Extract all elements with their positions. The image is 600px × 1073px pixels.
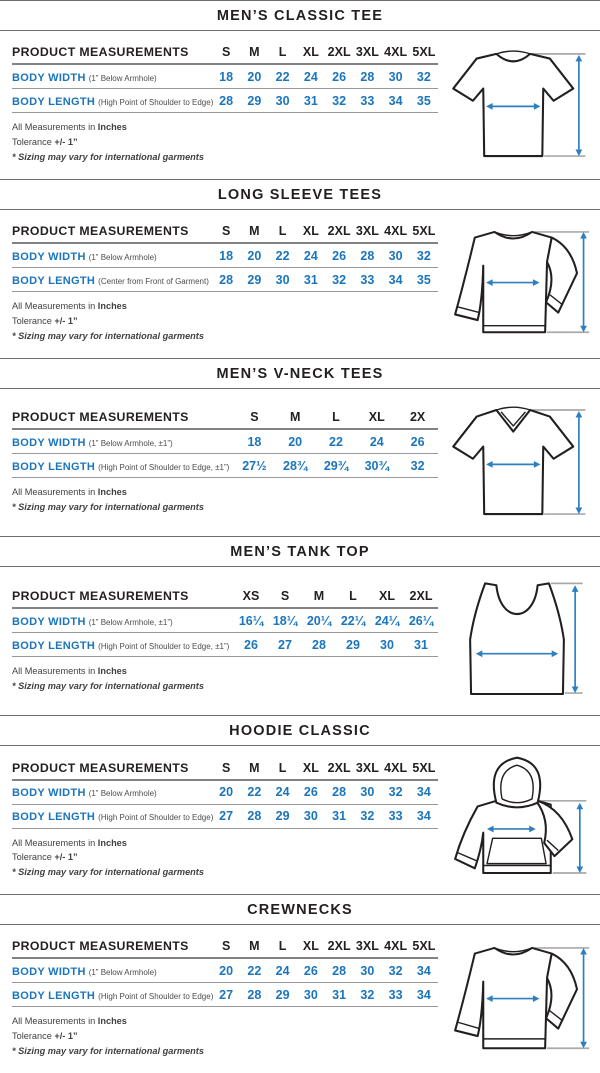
measurements-table [12,939,438,1007]
notes-block [12,299,438,343]
measurement-row [12,633,438,657]
measurement-value: 30 [353,780,381,805]
measurement-row-note: (1” Below Armhole) [88,967,157,977]
measurements-units-note [12,1014,438,1029]
size-column-header: M [275,410,316,429]
measurements-column [12,410,442,514]
measurements-header-row [12,589,438,608]
measurement-row-label-cell [12,983,212,1007]
measurement-row-label-cell [12,608,234,633]
product-measurements-header: PRODUCT MEASUREMENTS [12,589,234,608]
measurement-row [12,958,438,983]
size-column-header: XL [297,761,325,780]
size-column-header: 4XL [382,224,410,243]
measurement-row [12,780,438,805]
measurement-value: 24¼ [370,608,404,633]
measurement-value: 28 [240,804,268,828]
section-title-bar [0,715,600,746]
measurement-row-label-cell [12,268,212,292]
measurement-value: 18¼ [268,608,302,633]
section-content [0,210,600,358]
hoodie-outline [455,801,551,873]
measurement-value: 24 [356,429,397,454]
measurements-units-note [12,836,438,851]
measurement-row-note: (High Point of Shoulder to Edge, ±1”) [98,641,230,651]
long-sleeve-tee-outline [546,238,577,313]
units-note-text: All Measurements in [12,487,98,498]
measurement-value: 28 [240,983,268,1007]
measurement-row [12,804,438,828]
measurement-value: 30¾ [356,454,397,478]
measurements-units-note [12,120,438,135]
measurement-value: 33 [353,89,381,113]
measurement-value: 28¾ [275,454,316,478]
measurements-header-row [12,224,438,243]
size-column-header: XL [297,224,325,243]
notes-block [12,836,438,880]
size-column-header: 5XL [410,761,438,780]
measurement-row-note: (1” Below Armhole) [88,789,157,799]
crewneck-outline [546,953,577,1028]
size-column-header: 2XL [325,761,353,780]
product-measurements-header: PRODUCT MEASUREMENTS [12,224,212,243]
product-measurements-header: PRODUCT MEASUREMENTS [12,45,212,64]
measurement-value: 22 [240,958,268,983]
size-column-header: XL [297,45,325,64]
units-note-bold: Inches [97,301,127,312]
v-neck-tee-detail-line [496,407,530,410]
size-column-header: 3XL [353,224,381,243]
sizing-disclaimer-note: * Sizing may vary for international garments [12,680,204,691]
size-column-header: L [269,761,297,780]
section-title-bar [0,358,600,389]
measurement-row [12,454,438,478]
measurement-row-label-cell [12,804,212,828]
measurement-row-note: (High Point of Shoulder to Edge, ±1”) [98,462,230,472]
measurement-value: 26 [325,64,353,89]
section-content [0,31,600,179]
measurement-value: 27 [212,983,240,1007]
measurement-value: 30 [382,243,410,268]
sizing-disclaimer-note: * Sizing may vary for international garments [12,502,204,513]
measurements-table [12,589,438,657]
measurement-value: 34 [410,958,438,983]
tank-top-diagram [442,571,592,712]
measurement-value: 18 [234,429,275,454]
classic-tee-diagram [442,34,592,175]
size-column-header: XL [297,939,325,958]
measurement-value: 29 [269,983,297,1007]
measurement-value: 24 [269,958,297,983]
measurement-value: 26 [397,429,438,454]
measurement-value: 31 [325,804,353,828]
v-neck-tee-diagram [442,392,592,533]
measurement-row-note: (1” Below Armhole) [88,252,157,262]
measurements-header-row [12,761,438,780]
measurement-value: 22 [316,429,357,454]
hoodie-diagram [442,750,592,891]
tolerance-note-bold: +/- 1” [54,315,78,326]
units-note-text: All Measurements in [12,122,98,133]
measurement-value: 31 [297,89,325,113]
size-column-header: 2X [397,410,438,429]
measurement-value: 22 [269,64,297,89]
measurement-row-label: BODY WIDTH [12,615,86,628]
measurement-value: 31 [297,268,325,292]
measurement-row-label: BODY LENGTH [12,639,96,652]
body-length-arrow [576,411,583,514]
measurements-table [12,410,438,478]
measurement-value: 32 [353,983,381,1007]
measurement-value: 24 [269,780,297,805]
measurement-row [12,429,438,454]
measurement-row-label: BODY LENGTH [12,811,96,824]
measurement-value: 28 [302,633,336,657]
measurement-value: 32 [353,804,381,828]
size-column-header: 5XL [410,939,438,958]
measurement-value: 20 [275,429,316,454]
size-column-header: 2XL [325,939,353,958]
notes-block [12,664,438,693]
size-column-header: S [212,761,240,780]
measurement-value: 27½ [234,454,275,478]
measurement-value: 30 [370,633,404,657]
size-column-header: M [240,45,268,64]
size-column-header: XS [234,589,268,608]
measurement-row-note: (Center from Front of Garment) [98,276,209,286]
measurement-row-note: (1” Below Armhole, ±1”) [88,617,173,627]
measurement-value: 34 [382,89,410,113]
measurement-row-label: BODY WIDTH [12,787,86,800]
section-content [0,746,600,894]
measurement-row-label: BODY LENGTH [12,989,96,1002]
product-measurements-header: PRODUCT MEASUREMENTS [12,410,234,429]
section-title-bar [0,0,600,31]
measurement-value: 20¼ [302,608,336,633]
size-column-header: 2XL [325,224,353,243]
notes-block [12,1014,438,1058]
measurement-row-label-cell [12,958,212,983]
measurement-row-label-cell [12,429,234,454]
measurements-units-note [12,664,438,679]
measurement-value: 27 [268,633,302,657]
measurement-value: 31 [325,983,353,1007]
size-column-header: 4XL [382,939,410,958]
measurement-row [12,64,438,89]
measurement-row-label-cell [12,780,212,805]
measurements-table [12,224,438,292]
measurement-row-note: (1” Below Armhole) [88,73,157,83]
product-measurements-header: PRODUCT MEASUREMENTS [12,761,212,780]
measurement-row-label-cell [12,64,212,89]
sizing-disclaimer-note: * Sizing may vary for international garments [12,867,204,878]
size-column-header: S [212,224,240,243]
size-column-header: S [212,45,240,64]
measurement-value: 20 [212,958,240,983]
measurement-row-label-cell [12,89,212,113]
units-note-text: All Measurements in [12,666,98,677]
measurement-value: 30 [382,64,410,89]
section-mens-tank-top [0,536,600,715]
section-title: CREWNECKS [247,902,353,919]
measurement-value: 20 [212,780,240,805]
units-note-text: All Measurements in [12,837,98,848]
units-note-bold: Inches [97,122,127,133]
measurements-column [12,939,442,1058]
measurement-row-note: (High Point of Shoulder to Edge) [98,97,214,107]
measurement-value: 33 [353,268,381,292]
measurements-table [12,761,438,829]
section-crewnecks [0,894,600,1073]
measurement-row-label-cell [12,454,234,478]
section-title: HOODIE CLASSIC [229,723,371,740]
measurements-header-row [12,939,438,958]
measurement-value: 26 [297,958,325,983]
measurement-value: 31 [404,633,438,657]
section-content [0,925,600,1073]
measurement-value: 32 [410,64,438,89]
notes-block [12,485,438,514]
size-column-header: 4XL [382,761,410,780]
measurement-value: 29 [336,633,370,657]
measurement-row-label: BODY LENGTH [12,95,96,108]
size-column-header: M [240,761,268,780]
measurement-value: 33 [382,804,410,828]
section-title-bar [0,179,600,210]
size-column-header: XL [370,589,404,608]
section-hoodie-classic [0,715,600,894]
measurements-column [12,589,442,693]
size-column-header: M [240,939,268,958]
measurement-value: 32 [325,268,353,292]
measurement-value: 29 [240,89,268,113]
measurements-column [12,45,442,164]
body-length-arrow [576,802,583,872]
measurement-value: 26 [297,780,325,805]
measurement-value: 32 [325,89,353,113]
measurement-value: 26¼ [404,608,438,633]
measurement-row-label: BODY LENGTH [12,460,96,473]
section-title: MEN’S TANK TOP [230,544,370,561]
product-measurements-header: PRODUCT MEASUREMENTS [12,939,212,958]
section-mens-v-neck-tees [0,358,600,537]
section-title: MEN’S V-NECK TEES [216,365,384,382]
section-title: MEN’S CLASSIC TEE [216,8,384,24]
notes-block [12,120,438,164]
tolerance-note [12,314,438,329]
measurement-value: 30 [297,804,325,828]
section-title-bar [0,536,600,567]
section-title-bar [0,894,600,925]
tolerance-note-text: Tolerance [12,1031,55,1042]
measurement-value: 22 [240,780,268,805]
measurement-value: 22¼ [336,608,370,633]
measurement-row [12,89,438,113]
measurement-value: 34 [382,268,410,292]
measurement-value: 30 [269,89,297,113]
tank-top-outline [470,583,564,694]
measurement-value: 28 [212,268,240,292]
tolerance-note-text: Tolerance [12,137,55,148]
size-column-header: M [302,589,336,608]
section-mens-classic-tee [0,0,600,179]
classic-tee-detail-line [496,51,530,54]
measurement-value: 32 [382,958,410,983]
measurement-row [12,983,438,1007]
tolerance-note-bold: +/- 1” [54,852,78,863]
size-column-header: 3XL [353,761,381,780]
units-note-text: All Measurements in [12,301,98,312]
size-column-header: M [240,224,268,243]
measurement-value: 32 [410,243,438,268]
measurement-row-note: (1” Below Armhole, ±1”) [88,438,173,448]
tolerance-note-bold: +/- 1” [54,1031,78,1042]
units-note-bold: Inches [97,666,127,677]
measurement-value: 28 [325,958,353,983]
measurement-value: 30 [269,268,297,292]
size-column-header: 2XL [325,45,353,64]
body-length-arrow [580,232,587,332]
measurement-value: 32 [397,454,438,478]
measurement-value: 24 [297,64,325,89]
measurement-value: 28 [212,89,240,113]
measurement-row-note: (High Point of Shoulder to Edge) [98,813,214,823]
measurement-value: 29 [240,268,268,292]
classic-tee-outline [453,54,573,156]
section-title: LONG SLEEVE TEES [217,186,383,203]
section-long-sleeve-tees [0,179,600,358]
measurements-units-note [12,299,438,314]
measurements-column [12,224,442,343]
measurement-value: 30 [297,983,325,1007]
measurement-value: 20 [240,243,268,268]
units-note-bold: Inches [97,487,127,498]
body-length-arrow [572,585,579,693]
measurement-row-label: BODY WIDTH [12,436,86,449]
size-column-header: L [316,410,357,429]
measurement-value: 27 [212,804,240,828]
measurement-value: 26 [325,243,353,268]
size-column-header: 2XL [404,589,438,608]
measurement-value: 18 [212,243,240,268]
measurement-row-label-cell [12,243,212,268]
size-column-header: 3XL [353,939,381,958]
measurement-value: 26 [234,633,268,657]
measurement-value: 29¾ [316,454,357,478]
size-column-header: L [269,45,297,64]
body-length-arrow [576,55,583,156]
measurement-value: 28 [353,243,381,268]
long-sleeve-tee-diagram [442,213,592,354]
units-note-bold: Inches [97,1016,127,1027]
measurement-row-label: BODY WIDTH [12,71,86,84]
tolerance-note-text: Tolerance [12,852,55,863]
measurement-value: 29 [269,804,297,828]
measurement-value: 34 [410,780,438,805]
units-note-text: All Measurements in [12,1016,98,1027]
size-column-header: L [269,224,297,243]
measurement-value: 28 [325,780,353,805]
size-column-header: S [234,410,275,429]
measurement-value: 34 [410,983,438,1007]
measurement-value: 22 [269,243,297,268]
measurement-value: 16¼ [234,608,268,633]
measurements-units-note [12,485,438,500]
size-column-header: 5XL [410,224,438,243]
size-column-header: 4XL [382,45,410,64]
sizing-disclaimer-note: * Sizing may vary for international garments [12,330,204,341]
crewneck-diagram [442,929,592,1070]
tolerance-note [12,135,438,150]
body-length-arrow [580,947,587,1047]
units-note-bold: Inches [97,837,127,848]
measurements-table [12,45,438,113]
measurement-value: 32 [382,780,410,805]
size-column-header: XL [356,410,397,429]
measurement-row-note: (High Point of Shoulder to Edge) [98,991,214,1001]
measurements-header-row [12,45,438,64]
size-column-header: L [336,589,370,608]
size-column-header: S [212,939,240,958]
size-column-header: L [269,939,297,958]
measurements-header-row [12,410,438,429]
measurement-row [12,608,438,633]
measurement-value: 34 [410,804,438,828]
size-column-header: 5XL [410,45,438,64]
tolerance-note-bold: +/- 1” [54,137,78,148]
measurement-value: 30 [353,958,381,983]
sizing-disclaimer-note: * Sizing may vary for international garments [12,1045,204,1056]
measurement-value: 35 [410,268,438,292]
size-column-header: S [268,589,302,608]
measurement-row-label: BODY LENGTH [12,274,96,287]
measurement-row-label: BODY WIDTH [12,250,86,263]
tolerance-note [12,850,438,865]
measurement-row-label-cell [12,633,234,657]
section-content [0,389,600,537]
section-content [0,567,600,715]
sizing-disclaimer-note: * Sizing may vary for international garments [12,151,204,162]
tolerance-note-text: Tolerance [12,315,55,326]
measurement-row [12,243,438,268]
measurement-value: 33 [382,983,410,1007]
size-column-header: 3XL [353,45,381,64]
measurement-row [12,268,438,292]
measurement-value: 35 [410,89,438,113]
measurement-value: 28 [353,64,381,89]
measurements-column [12,761,442,880]
measurement-value: 18 [212,64,240,89]
tolerance-note [12,1029,438,1044]
measurement-value: 20 [240,64,268,89]
measurement-row-label: BODY WIDTH [12,965,86,978]
measurement-value: 24 [297,243,325,268]
